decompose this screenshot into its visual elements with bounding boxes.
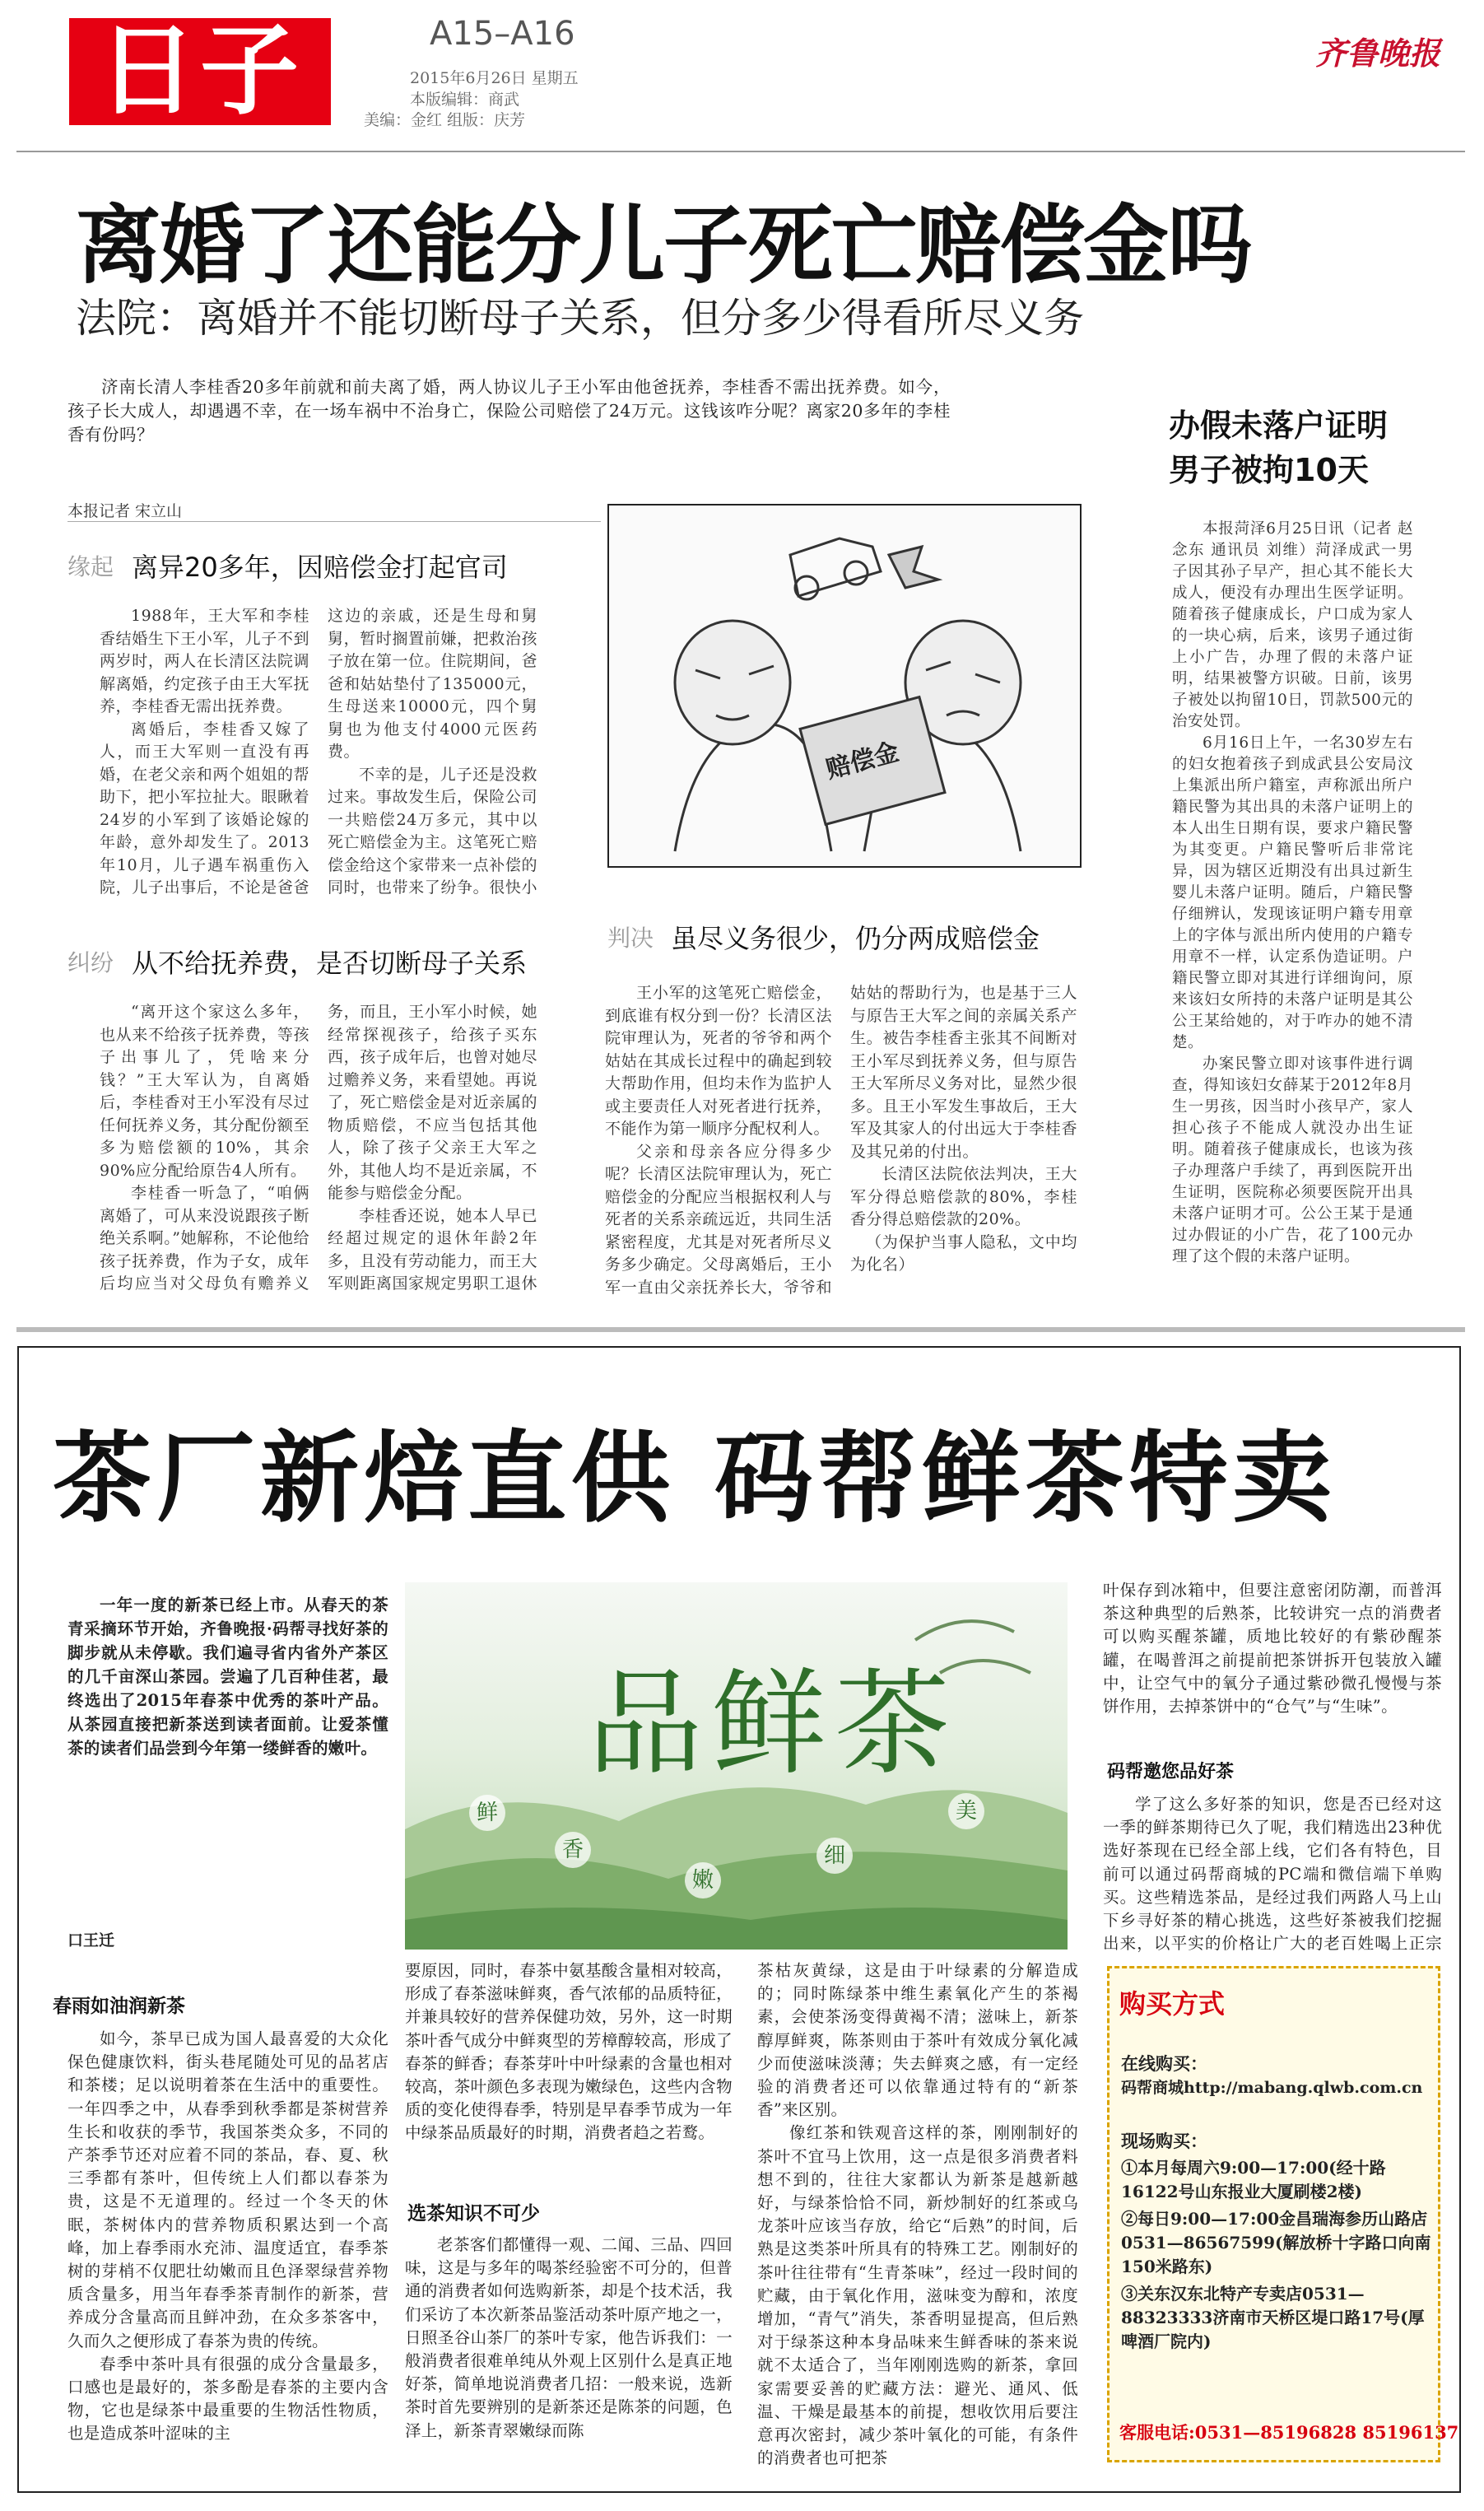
side-article-body: 本报菏泽6月25日讯（记者 赵念东 通讯员 刘维）菏泽成武一男子因其孙子早产，担心其不能长大成人，便没有办理出生医学证明。随着孩子健康成长，户口成为家人的一块心病，后来，该男子通过街上小广告，办理了假的未落户证明，结果被警方识破。日前，该男子被处以拘留10日，罚款500元的治安处罚。 6月16日上午，一名30岁左右的妇女抱着孩子到成武县公安局汶上集派出所户籍室，声称派出所户籍民警为其出具的未落户证明上的本人出生日期有误，要求户籍民警为其变更。户籍民警听后非常诧异，因为辖区近期没有出具过新生婴儿未落户证明。随后，户籍民警仔细辨认，发现该证明户籍专用章上的字体与派出所内使用的户籍专用章不一样，认定系伪造证明。户籍民警立即对其进行详细询问，原来该妇女所持的未落户证明是其公公王某给她的，对于咋办的她不清楚。 办案民警立即对该事件进行调查，得知该妇女薛某于2012年8月生一男孩，因当时小孩早产，家人担心孩子不能成人就没办出生证明。随着孩子健康成长，也该为孩子办理落户手续了，再到医院开出生证明，医院称必须要医院开出具未落户证明才可。公公王某于是通过办假证的小广告，花了100元办理了这个假的未落户证明。	[1172, 520, 1413, 1265]
banner-title: 品鲜茶	[588, 1657, 959, 1791]
section-tag: 缘起	[67, 553, 114, 580]
article-headline: 离婚了还能分儿子死亡赔偿金吗	[76, 195, 1252, 296]
section-title: 从不给抚养费，是否切断母子关系	[132, 948, 528, 979]
ad-author: 口王迁	[67, 1931, 115, 1950]
purchase-title: 购买方式	[1119, 1988, 1226, 2020]
online-link[interactable]: 码帮商城http://mabang.qlwb.com.cn	[1121, 2079, 1423, 2097]
section-body: 王小军的这笔死亡赔偿金，到底谁有权分到一份？长清区法院审理认为，死者的爷爷和两个姑姑在其成长过程中的确起到较大帮助作用，但均未作为监护人或主要责任人对死者进行抚养，不能作为第一顺序分配权利人。 父亲和母亲各应分得多少呢？长清区法院审理认为，死亡赔偿金的分配应当根据权利人与死者的关系亲疏远近，共同生活紧密程度，尤其是对死者所尽义务多少确定。父母离婚后，王小军一直由父亲抚养长大，爷爷和姑姑的帮助行为，也是基于三人与原告王大军之间的亲属关系产生。被告李桂香主张其不间断对王小军尽到抚养义务，但与原告王大军所尽义务对比，显然少很多。且王小军发生事故后，王大军及其家人的付出远大于李桂香及其兄弟的付出。 长清区法院依法判决，王大军分得总赔偿款的80%，李桂香分得总赔偿款的20%。 （为保护当事人隐私，文中均为化名）	[605, 984, 1077, 1297]
designer-credit: 美编：金红 组版：庆芳	[364, 111, 526, 129]
ad-column-2: 要原因，同时，春茶中氨基酸含量相对较高，形成了春茶滋味鲜爽，香气浓郁的品质特征，并兼具较好的营养保健功效，另外，这一时期茶叶香气成分中鲜爽型的芳樟醇较高，形成了春茶的鲜香；春茶芽叶中叶绿素的含量也相对较高，茶叶颜色多表现为嫩绿色，这些内含物质的变化使得春季，特别是早春季节成为一年中绿茶品质最好的时期，消费者趋之若鹜。	[405, 1961, 733, 2143]
online-label: 在线购买：	[1121, 2053, 1207, 2074]
ad-headline: 茶厂新焙直供 码帮鲜茶特卖	[53, 1422, 1337, 1536]
cartoon-illustration	[609, 505, 1082, 868]
byline-rule	[67, 521, 601, 522]
masthead-rule	[16, 151, 1465, 152]
section-logo: 日子	[69, 18, 331, 125]
store-list	[1121, 2156, 1434, 2354]
issue-date: 2015年6月26日 星期五	[410, 69, 579, 87]
illustration-label: 赔偿金	[822, 737, 902, 785]
offline-label: 现场购买：	[1121, 2131, 1207, 2151]
editor-credit: 本版编辑：商武	[410, 91, 520, 109]
ad-column-4b: 学了这么多好茶的知识，您是否已经对这一季的鲜茶期待已久了呢，我们精选出23种优选好茶现在已经全部上线，它们各有特色，目前可以通过码帮商城的PC端和微信端下单购买。这些精选茶品，是经过我们两路人马上山下乡寻好茶的精心挑选，这些好茶被我们挖掘出来，以平实的价格让广大的老百姓喝上正宗	[1103, 1795, 1442, 1954]
section-body: “离开这个家这么多年，也从来不给孩子抚养费，等孩子出事儿了，凭啥来分钱？”王大军认为，自离婚后，李桂香对王小军没有尽过任何抚养义务，其分配份额至多为赔偿额的10%，其余90%应分配给原告4人所有。 李桂香一听急了，“咱俩离婚了，可从来没说跟孩子断绝关系啊。”她解称，不论他给孩子抚养费，作为子女，成年后均应当对父母负有赡养义务，而且，王小军小时候，她经常探视孩子，给孩子买东西，孩子成年后，也曾对她尽过赡养义务，来看望她。再说了，死亡赔偿金是对近亲属的物质赔偿，不应当包括其他人，除了孩子父亲王大军之外，其他人均不是近亲属，不能参与赔偿金分配。 李桂香还说，她本人早已经超过规定的退休年龄2年多，且没有劳动能力，而王大军则距离国家规定男职工退休	[100, 1003, 537, 1293]
section-title: 离异20多年，因赔偿金打起官司	[132, 552, 508, 583]
side-article-headline: 办假未落户证明 男子被拘10天	[1169, 408, 1389, 488]
banner-word-3: 嫩	[685, 1862, 721, 1898]
ad-column-4: 叶保存到冰箱中，但要注意密闭防潮，而普洱茶这种典型的后熟茶，比较讲究一点的消费者可以购买醒茶罐，质地比较好的有紫砂醒茶罐，在喝普洱之前提前把茶饼拆开包装放入罐中，让空气中的氧分子通过紫砂微孔慢慢与茶饼作用，去掉茶饼中的“仓气”与“生味”。	[1103, 1581, 1442, 1717]
section-divider	[16, 1327, 1465, 1332]
article-subhead: 法院：离婚并不能切断母子关系，但分多少得看所尽义务	[76, 295, 1085, 342]
store-item: ③关东汉东北特产专卖店0531—88323333济南市天桥区堤口路17号(厚啤酒厂院内)	[1121, 2284, 1425, 2351]
ad-subhead: 码帮邀您品好茶	[1107, 1762, 1235, 1782]
page-numbers: A15–A16	[430, 15, 575, 53]
purchase-box	[1107, 1966, 1459, 2462]
section-title: 虽尽义务很少，仍分两成赔偿金	[671, 923, 1040, 954]
byline: 本报记者 宋立山	[67, 502, 183, 520]
illustration	[607, 504, 1082, 868]
store-item: ②每日9:00—17:00金昌瑞海参历山路店0531—86567599(解放桥十字路口向南150米路东)	[1121, 2209, 1431, 2276]
ad-subhead: 选茶知识不可少	[407, 2203, 540, 2224]
ad-column-3: 茶枯灰黄绿，这是由于叶绿素的分解造成的；同时陈绿茶中维生素氧化产生的茶褐素，会使茶汤变得黄褐不清；滋味上，新茶醇厚鲜爽，陈茶则由于茶叶有效成分氧化减少而使滋味淡薄；失去鲜爽之感，有一定经验的消费者还可以依靠通过特有的“新茶香”来区别。 像红茶和铁观音这样的茶，刚刚制好的茶叶不宜马上饮用，这一点是很多消费者料想不到的，往往大家都认为新茶是越新越好，与绿茶恰恰不同，新炒制好的红茶或乌龙茶叶应该当存放，给它“后熟”的时间，后熟是这类茶叶所具有的特殊工艺。刚制好的茶叶往往带有“生青茶味”，经过一段时间的贮藏，由于氧化作用，滋味变为醇和，浓度增加，“青气”消失，茶香明显提高，但后熟对于绿茶这种本身品味来生鲜香味的茶来说就不太适合了，当年刚刚选购的新茶，拿回家需要妥善的贮藏方法：避光、通风、低温、干燥是最基本的前提，想收饮用后要注意再次密封，减少茶叶氧化的可能，有条件的消费者也可把茶	[757, 1961, 1078, 2468]
banner-word-4: 细	[816, 1838, 853, 1874]
ad-column-1: 如今，茶早已成为国人最喜爱的大众化保色健康饮料，街头巷尾随处可见的品茗店和茶楼；足以说明着茶在生活中的重要性。一年四季之中，从春季到秋季都是茶树营养生长和收获的季节，我国茶类众多，不同的产茶季节还对应着不同的茶品，春、夏、秋三季都有茶叶，但传统上人们都以春茶为贵，这是不无道理的。经过一个冬天的休眠，茶树体内的营养物质积累达到一个高峰，加上春季雨水充沛、温度适宜，春季茶树的芽梢不仅肥壮幼嫩而且色泽翠绿营养物质含量多，用当年春季茶青制作的新茶，营养成分含量高而且鲜冲劲，在众多茶客中，久而久之便形成了春茶为贵的传统。 春季中茶叶具有很强的成分含量最多，口感也是最好的，茶多酚是春茶的主要内含物，它也是绿茶中最重要的生物活性物质，也是造成茶叶涩味的主	[67, 2029, 388, 2443]
section-tag: 判决	[607, 925, 654, 952]
tea-banner	[405, 1582, 1068, 1950]
banner-word-2: 香	[555, 1832, 591, 1868]
newspaper-name: 齐鲁晚报	[1315, 35, 1441, 72]
customer-phone: 客服电话:0531—85196828 85196137	[1119, 2422, 1459, 2443]
masthead	[0, 0, 1484, 152]
banner-word-1: 鲜	[469, 1795, 505, 1831]
ad-subhead: 春雨如油润新茶	[53, 1996, 185, 2017]
store-item: ①本月每周六9:00—17:00(经十路16122号山东报业大厦刷楼2楼)	[1121, 2158, 1386, 2201]
section-tag: 纠纷	[67, 949, 114, 976]
article-lead: 济南长清人李桂香20多年前就和前夫离了婚，两人协议儿子王小军由他爸抚养，李桂香不需出抚养费。如今，孩子长大成人，却遇遇不幸，在一场车祸中不治身亡，保险公司赔偿了24万元。这钱该咋分呢？离家20多年的李桂香有份吗？	[67, 377, 951, 445]
ad-column-2b: 老茶客们都懂得一观、二闻、三品、四回味，这是与多年的喝茶经验密不可分的，但普通的消费者如何选购新茶，却是个技术活，我们采访了本次新茶品鉴活动茶叶原产地之一，日照圣谷山茶厂的茶叶专家，他告诉我们：一般消费者很难单纯从外观上区别什么是真正地好茶，简单地说消费者几招：一般来说，选新茶时首先要辨别的是新茶还是陈茶的问题，色泽上，新茶青翠嫩绿而陈	[405, 2235, 733, 2440]
banner-word-5: 美	[948, 1793, 984, 1829]
section-body: 1988年，王大军和李桂香结婚生下王小军，儿子不到两岁时，两人在长清区法院调解离婚，约定孩子由王大军抚养，李桂香无需出抚养费。 离婚后，李桂香又嫁了人，而王大军则一直没有再婚，在老父亲和两个姐姐的帮助下，把小军拉扯大。眼瞅着24岁的小军到了该婚论嫁的年龄，意外却发生了。2013年10月，儿子遇车祸重伤入院，儿子出事后，不论是爸爸这边的亲戚，还是生母和舅舅，暂时搁置前嫌，把救治孩子放在第一位。住院期间，爸爸和姑姑垫付了135000元，生母送来10000元，四个舅舅也为他支付4000元医药费。 不幸的是，儿子还是没救过来。事故发生后，保险公司一共赔偿24万多元，其中以死亡赔偿金为主。这笔死亡赔偿金给这个家带来一点补偿的同时，也带来了纷争。很快小	[100, 607, 537, 897]
ad-intro: 一年一度的新茶已经上市。从春天的茶青采摘环节开始，齐鲁晚报·码帮寻找好茶的脚步就从未停歇。我们遍寻省内省外产茶区的几千亩深山茶园。尝遍了几百种佳茗，最终选出了2015年春茶中优秀的茶叶产品。从茶园直接把新茶送到读者面前。让爱茶懂茶的读者们品尝到今年第一缕鲜香的嫩叶。	[67, 1596, 388, 1758]
